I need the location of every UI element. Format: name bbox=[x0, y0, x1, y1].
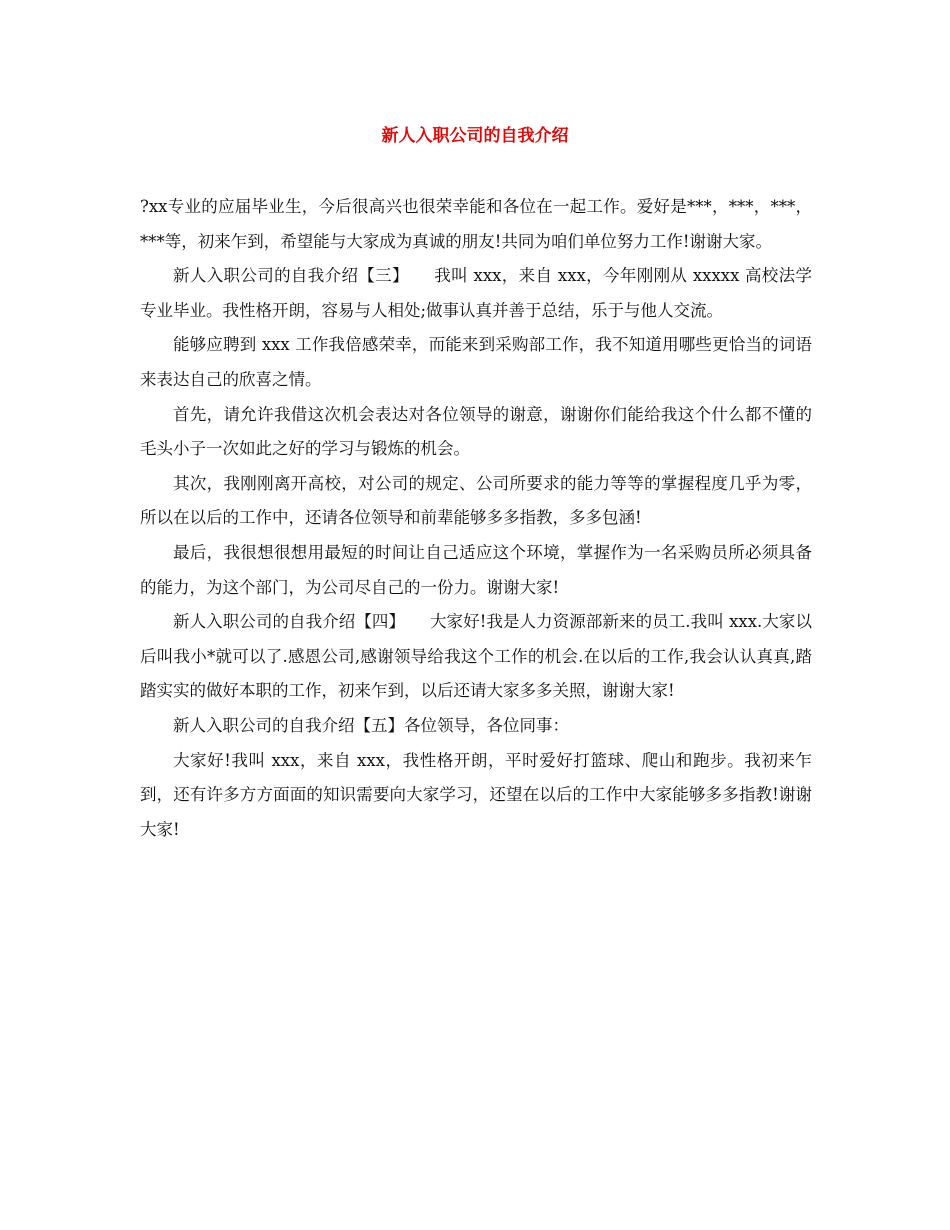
paragraph-1: ?xx专业的应届毕业生，今后很高兴也很荣幸能和各位在一起工作。爱好是***，***，***，***等，初来乍到，希望能与大家成为真诚的朋友!共同为咱们单位努力工作!谢谢大家。 bbox=[140, 197, 812, 251]
document-title: 新人入职公司的自我介绍 bbox=[381, 126, 569, 146]
paragraph-3: 能够应聘到 xxx 工作我倍感荣幸，而能来到采购部工作，我不知道用哪些更恰当的词语来表达自己的欣喜之情。 bbox=[140, 335, 812, 389]
paragraph-8: 新人入职公司的自我介绍【五】各位领导，各位同事： bbox=[173, 715, 569, 735]
paragraph-6: 最后，我很想很想用最短的时间让自己适应这个环境，掌握作为一名采购员所必须具备的能力，为这个部门，为公司尽自己的一份力。谢谢大家! bbox=[140, 542, 812, 597]
paragraph-4: 首先，请允许我借这次机会表达对各位领导的谢意，谢谢你们能给我这个什么都不懂的毛头小子一次如此之好的学习与锻炼的机会。 bbox=[140, 404, 812, 459]
paragraph-2: 新人入职公司的自我介绍【三】 我叫 xxx，来自 xxx，今年刚刚从 xxxxx 高校法学专业毕业。我性格开朗，容易与人相处;做事认真并善于总结，乐于与他人交流。 bbox=[140, 266, 812, 320]
paragraph-5: 其次，我刚刚离开高校，对公司的规定、公司所要求的能力等等的掌握程度几乎为零，所以在以后的工作中，还请各位领导和前辈能够多多指教，多多包涵! bbox=[140, 473, 812, 528]
document-body bbox=[140, 190, 812, 847]
paragraph-7: 新人入职公司的自我介绍【四】 大家好!我是人力资源部新来的员工.我叫 xxx.大家以后叫我小*就可以了.感恩公司,感谢领导给我这个工作的机会.在以后的工作,我会认认真真,踏踏实实的做好本职的工作，初来乍到，以后还请大家多多关照，谢谢大家! bbox=[140, 612, 812, 701]
paragraph-9: 大家好!我叫 xxx，来自 xxx，我性格开朗，平时爱好打篮球、爬山和跑步。我初来乍到，还有许多方方面面的知识需要向大家学习，还望在以后的工作中大家能够多多指教!谢谢大家! bbox=[140, 750, 812, 839]
